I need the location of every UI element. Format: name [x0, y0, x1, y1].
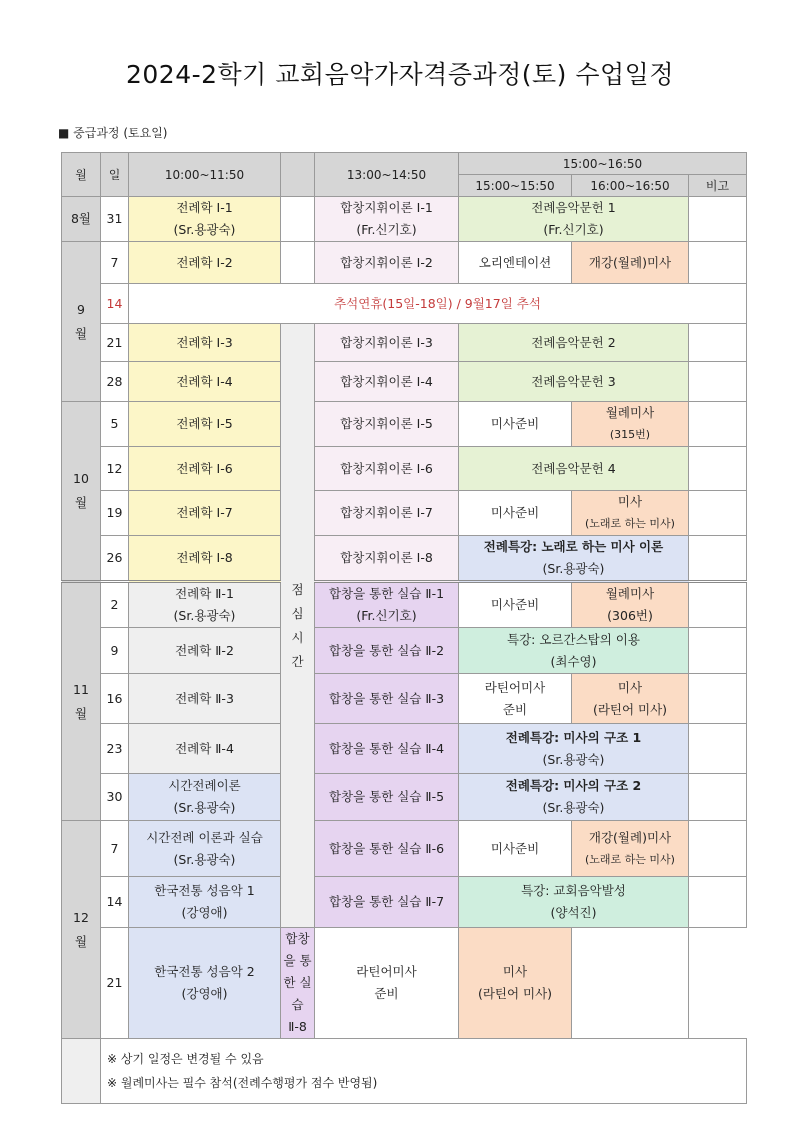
class-cell: 합창을 통한 실습 Ⅱ-4 — [315, 724, 459, 774]
note-cell — [689, 402, 747, 447]
table-row — [62, 774, 747, 821]
day-cell: 14 — [101, 877, 129, 928]
day-cell: 7 — [101, 821, 129, 877]
class-cell: 전례학 Ⅰ-3 — [129, 324, 281, 362]
day-cell: 7 — [101, 242, 129, 284]
class-cell: 합창을 통한 실습 Ⅱ-6 — [315, 821, 459, 877]
day-cell: 14 — [101, 284, 129, 324]
class-cell: 특강: 교회음악발성 (양석진) — [459, 877, 689, 928]
table-row — [62, 362, 747, 402]
class-cell: 합창을 통한 실습 Ⅱ-5 — [315, 774, 459, 821]
day-cell: 5 — [101, 402, 129, 447]
day-cell: 26 — [101, 536, 129, 582]
table-row — [62, 447, 747, 491]
day-cell: 2 — [101, 582, 129, 628]
class-cell: 전례학 Ⅰ-1 (Sr.용광숙) — [129, 197, 281, 242]
note-line: ※ 월례미사는 필수 참석(전례수행평가 점수 반영됨) — [107, 1076, 378, 1090]
class-cell: 미사 (노래로 하는 미사) — [572, 491, 689, 536]
header-day: 일 — [101, 153, 129, 197]
note-cell — [689, 674, 747, 724]
class-cell: 전례학 Ⅰ-8 — [129, 536, 281, 582]
note-cell — [689, 447, 747, 491]
table-row — [62, 536, 747, 582]
class-cell: 미사준비 — [459, 821, 572, 877]
table-row — [62, 628, 747, 674]
note-line: ※ 상기 일정은 변경될 수 있음 — [107, 1052, 264, 1066]
day-cell: 12 — [101, 447, 129, 491]
table-row — [62, 724, 747, 774]
class-cell: 합창을 통한 실습 Ⅱ-3 — [315, 674, 459, 724]
day-cell: 9 — [101, 628, 129, 674]
class-cell: 전례학 Ⅰ-6 — [129, 447, 281, 491]
class-cell: 개강(월례)미사 — [572, 242, 689, 284]
note-cell — [689, 724, 747, 774]
section-subtitle: ■ 중급과정 (토요일) — [58, 126, 168, 140]
class-cell: 시간전례이론 (Sr.용광숙) — [129, 774, 281, 821]
day-cell: 23 — [101, 724, 129, 774]
day-cell: 30 — [101, 774, 129, 821]
class-cell: 합창을 통한 실습 Ⅱ-1 (Fr.신기호) — [315, 582, 459, 628]
class-cell: 전례특강: 노래로 하는 미사 이론 (Sr.용광숙) — [459, 536, 689, 582]
class-cell: 라틴어미사 준비 — [315, 928, 459, 1039]
class-cell: 한국전통 성음악 1 (강영애) — [129, 877, 281, 928]
class-cell: 전례학 Ⅰ-4 — [129, 362, 281, 402]
class-cell: 개강(월례)미사 (노래로 하는 미사) — [572, 821, 689, 877]
class-cell: 전례학 Ⅰ-7 — [129, 491, 281, 536]
month-label: 9 월 — [62, 242, 101, 402]
table-row — [62, 284, 747, 324]
day-cell: 16 — [101, 674, 129, 724]
class-cell: 전례학 Ⅰ-2 — [129, 242, 281, 284]
class-cell: 전례음악문헌 1 (Fr.신기호) — [459, 197, 689, 242]
table-row — [62, 197, 747, 242]
header-period-3: 15:00~16:50 — [459, 153, 747, 175]
notes-cell — [101, 1039, 747, 1104]
header-period-1: 10:00~11:50 — [129, 153, 281, 197]
class-cell: 합창지휘이론 Ⅰ-7 — [315, 491, 459, 536]
class-cell: 합창을 통한 실습 Ⅱ-2 — [315, 628, 459, 674]
header-lunch — [281, 153, 315, 197]
class-cell: 전례학 Ⅱ-1 (Sr.용광숙) — [129, 582, 281, 628]
note-cell — [689, 197, 747, 242]
lunch-cell — [281, 197, 315, 242]
day-cell: 31 — [101, 197, 129, 242]
table-row — [62, 324, 747, 362]
note-cell — [689, 877, 747, 928]
note-cell — [689, 536, 747, 582]
class-cell: 전례학 Ⅱ-2 — [129, 628, 281, 674]
page-title: 2024-2학기 교회음악가자격증과정(토) 수업일정 — [125, 60, 674, 89]
table-row — [62, 821, 747, 877]
class-cell: 합창지휘이론 Ⅰ-5 — [315, 402, 459, 447]
class-cell: 오리엔테이션 — [459, 242, 572, 284]
header-note: 비고 — [689, 175, 747, 197]
note-cell — [689, 774, 747, 821]
month-label: 11 월 — [62, 582, 101, 821]
month-label: 12 월 — [62, 821, 101, 1039]
notes-label-cell — [62, 1039, 101, 1104]
header-period-3b: 16:00~16:50 — [572, 175, 689, 197]
class-cell: 전례음악문헌 4 — [459, 447, 689, 491]
class-cell: 합창을 통한 실습 Ⅱ-8 — [281, 928, 315, 1039]
day-cell: 19 — [101, 491, 129, 536]
class-cell: 전례학 Ⅱ-3 — [129, 674, 281, 724]
table-row — [62, 877, 747, 928]
table-row — [62, 402, 747, 447]
schedule-table — [61, 152, 747, 1104]
class-cell: 합창을 통한 실습 Ⅱ-7 — [315, 877, 459, 928]
note-cell — [689, 324, 747, 362]
class-cell: 합창지휘이론 Ⅰ-1 (Fr.신기호) — [315, 197, 459, 242]
class-cell: 합창지휘이론 Ⅰ-4 — [315, 362, 459, 402]
class-cell: 미사 (라틴어 미사) — [572, 674, 689, 724]
notes-row — [62, 1039, 747, 1104]
note-cell — [689, 582, 747, 628]
lunch-cell — [281, 242, 315, 284]
class-cell: 미사준비 — [459, 582, 572, 628]
class-cell: 전례특강: 미사의 구조 1 (Sr.용광숙) — [459, 724, 689, 774]
header-period-2: 13:00~14:50 — [315, 153, 459, 197]
class-cell: 미사 (라틴어 미사) — [459, 928, 572, 1039]
table-row — [62, 242, 747, 284]
header-period-3a: 15:00~15:50 — [459, 175, 572, 197]
day-cell: 21 — [101, 324, 129, 362]
class-cell: 미사준비 — [459, 491, 572, 536]
note-cell — [572, 928, 689, 1039]
month-label: 8월 — [62, 197, 101, 242]
class-cell: 한국전통 성음악 2 (강영애) — [129, 928, 281, 1039]
header-row — [62, 153, 747, 175]
class-cell: 합창지휘이론 Ⅰ-6 — [315, 447, 459, 491]
lunch-time-cell: 점 심 시 간 — [281, 324, 315, 928]
class-cell: 전례학 Ⅰ-5 — [129, 402, 281, 447]
month-label: 10 월 — [62, 402, 101, 582]
header-month: 월 — [62, 153, 101, 197]
table-row — [62, 491, 747, 536]
class-cell: 라틴어미사 준비 — [459, 674, 572, 724]
table-row — [62, 928, 747, 1039]
note-cell — [689, 362, 747, 402]
note-cell — [689, 628, 747, 674]
class-cell: 합창지휘이론 Ⅰ-3 — [315, 324, 459, 362]
class-cell: 합창지휘이론 Ⅰ-8 — [315, 536, 459, 582]
class-cell: 전례특강: 미사의 구조 2 (Sr.용광숙) — [459, 774, 689, 821]
class-cell: 전례음악문헌 2 — [459, 324, 689, 362]
day-cell: 28 — [101, 362, 129, 402]
holiday-cell: 추석연휴(15일-18일) / 9월17일 추석 — [129, 284, 747, 324]
note-cell — [689, 242, 747, 284]
class-cell: 월례미사 (315번) — [572, 402, 689, 447]
class-cell: 월례미사 (306번) — [572, 582, 689, 628]
class-cell: 시간전례 이론과 실습 (Sr.용광숙) — [129, 821, 281, 877]
note-cell — [689, 821, 747, 877]
class-cell: 특강: 오르간스탑의 이용 (최수영) — [459, 628, 689, 674]
table-row — [62, 582, 747, 628]
class-cell: 합창지휘이론 Ⅰ-2 — [315, 242, 459, 284]
note-cell — [689, 491, 747, 536]
table-row — [62, 674, 747, 724]
class-cell: 미사준비 — [459, 402, 572, 447]
class-cell: 전례학 Ⅱ-4 — [129, 724, 281, 774]
class-cell: 전례음악문헌 3 — [459, 362, 689, 402]
day-cell: 21 — [101, 928, 129, 1039]
